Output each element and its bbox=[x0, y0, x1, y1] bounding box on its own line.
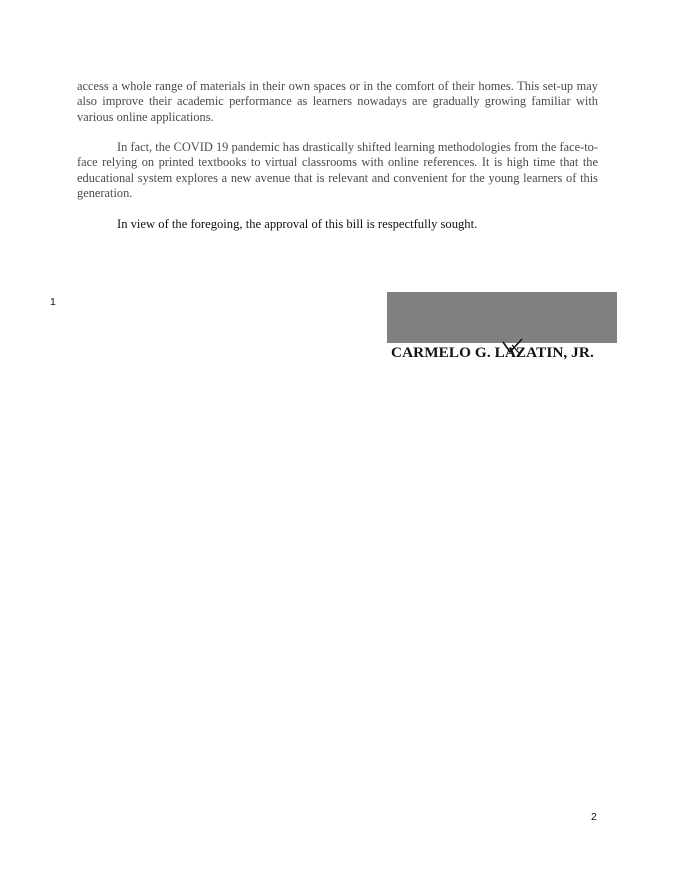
signatory-name: CARMELO G. LAZATIN, JR. bbox=[391, 344, 594, 361]
margin-line-number: 1 bbox=[50, 296, 56, 308]
closing-paragraph: In view of the foregoing, the approval of this bill is respectfully sought. bbox=[117, 217, 478, 231]
body-paragraph-2: In fact, the COVID 19 pandemic has drastically shifted learning methodologies from the face-to-face relying on printed textbooks to virtual classrooms with online references. It is high time that the educational system explores a new avenue that is relevant and convenient for the young learners of this generation. bbox=[77, 140, 598, 200]
page-number: 2 bbox=[591, 811, 597, 823]
body-paragraph-1: access a whole range of materials in their own spaces or in the comfort of their homes. This set-up may also improve their academic performance as learners nowadays are gradually growing familiar with various online applications. bbox=[77, 79, 598, 124]
